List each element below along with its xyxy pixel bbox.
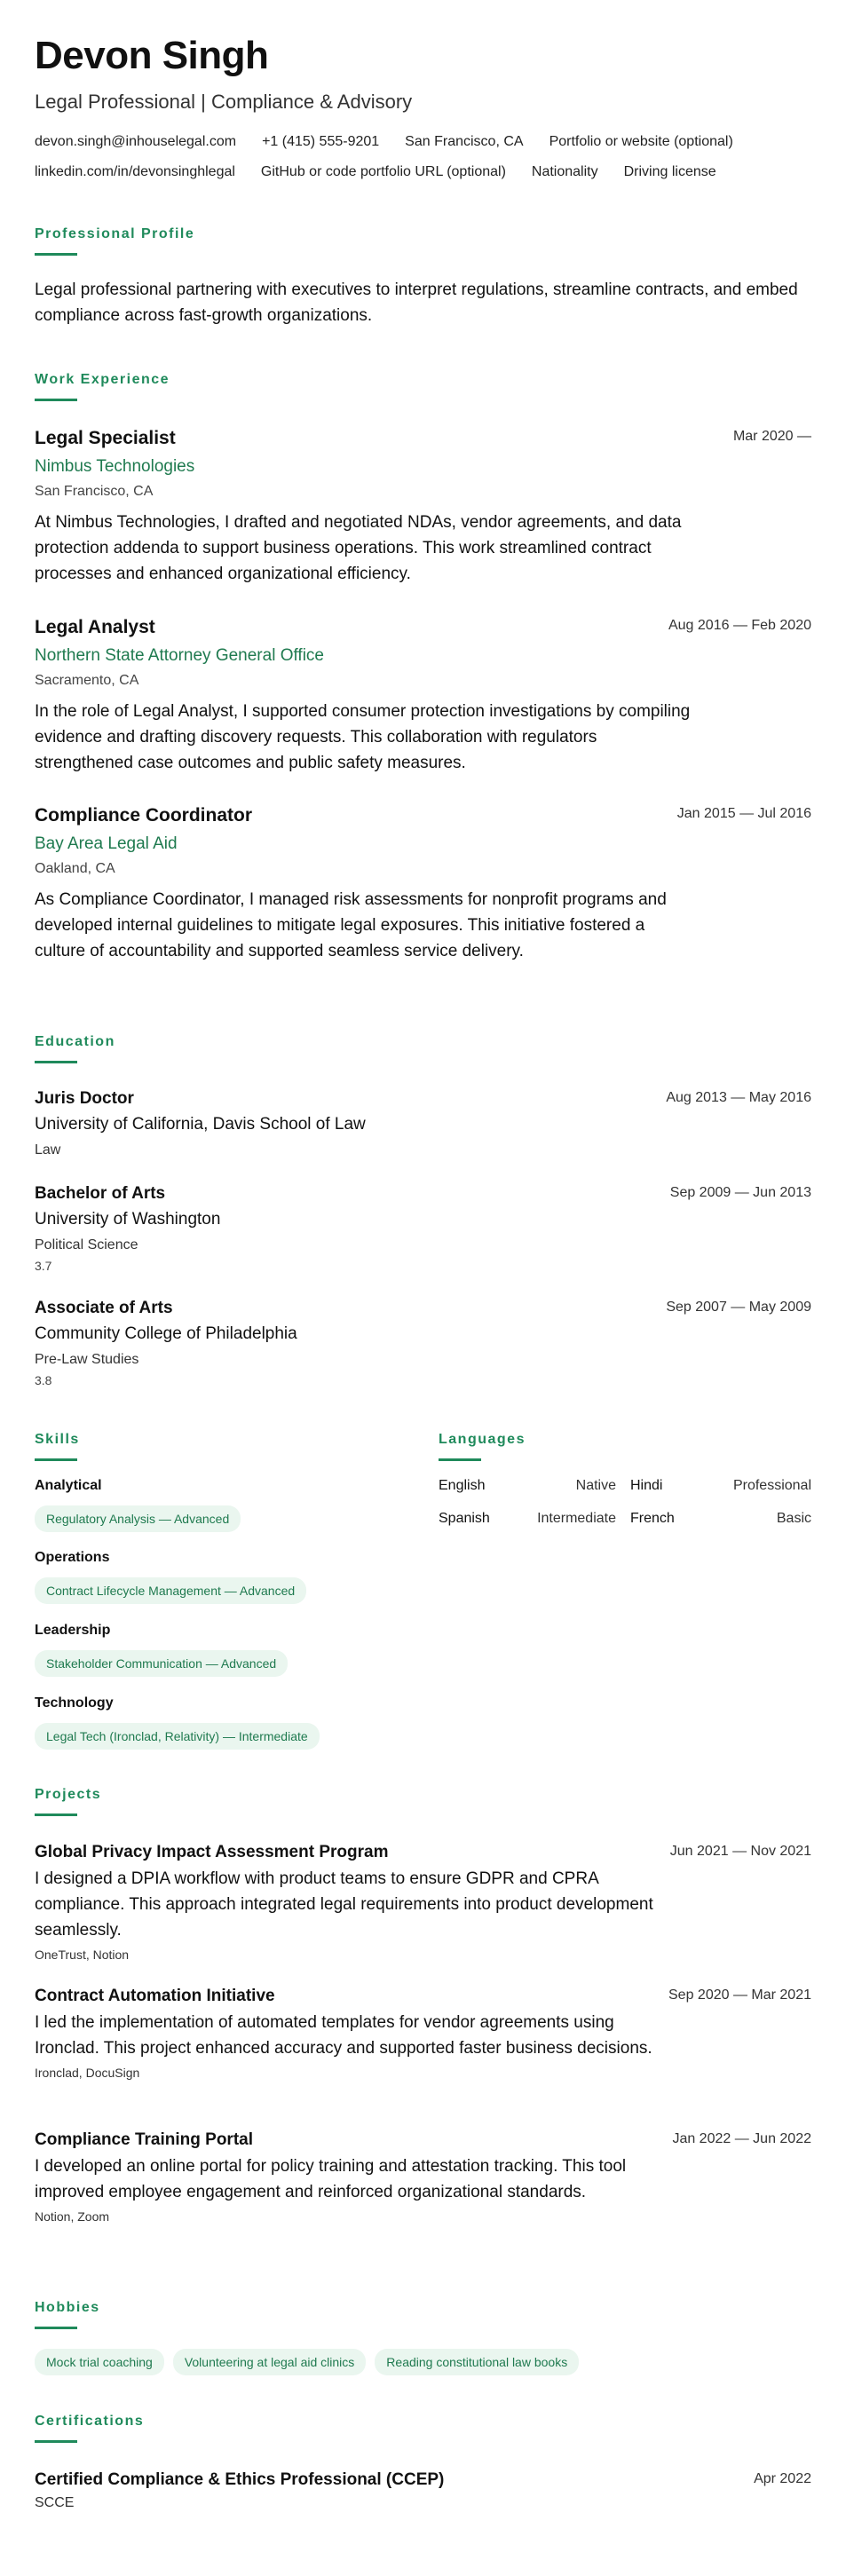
education-entry <box>35 1298 811 1388</box>
section-divider <box>35 1061 77 1063</box>
project-description: I developed an online portal for policy training and attestation tracking. This tool improved employee engagement and reinforced organizational standards. <box>35 2157 627 2201</box>
certifications-heading: Certifications <box>35 2414 145 2429</box>
project-tech: Notion, Zoom <box>35 2209 110 2224</box>
header <box>35 34 811 194</box>
section-divider <box>35 2440 77 2443</box>
job-company: Northern State Attorney General Office <box>35 646 324 665</box>
job-dates: Jan 2015 — Jul 2016 <box>676 806 811 821</box>
skill-category <box>35 1477 241 1532</box>
contact-driving-license: Driving license <box>623 164 716 179</box>
project-entry <box>35 2130 811 2224</box>
languages-heading: Languages <box>439 1432 526 1447</box>
section-divider <box>35 253 77 256</box>
contact-portfolio[interactable]: Portfolio or website (optional) <box>549 134 733 149</box>
contact-github[interactable]: GitHub or code portfolio URL (optional) <box>260 164 506 179</box>
project-tech: OneTrust, Notion <box>35 1948 130 1962</box>
edu-gpa: 3.8 <box>35 1373 52 1387</box>
skill-category-name: Analytical <box>35 1478 102 1493</box>
skill-tag: Legal Tech (Ironclad, Relativity) — Intermediate <box>35 1723 320 1750</box>
language-name: Spanish <box>439 1511 490 1526</box>
job-entry <box>35 804 811 964</box>
contact-phone[interactable]: +1 (415) 555-9201 <box>262 134 380 149</box>
edu-degree: Bachelor of Arts <box>35 1184 166 1203</box>
edu-school: Community College of Philadelphia <box>35 1324 297 1343</box>
skill-category-name: Technology <box>35 1695 114 1711</box>
language-name: English <box>439 1478 486 1493</box>
section-divider <box>439 1458 481 1461</box>
hobby-tag: Reading constitutional law books <box>375 2349 579 2375</box>
section-divider <box>35 1458 77 1461</box>
skill-category <box>35 1549 306 1604</box>
skill-category-name: Leadership <box>35 1623 111 1638</box>
job-dates: Mar 2020 — <box>732 429 811 444</box>
project-description: I led the implementation of automated templates for vendor agreements using Ironclad. This project enhanced accuracy and supported faster business decisions. <box>35 2013 652 2058</box>
contact-location: San Francisco, CA <box>405 134 524 149</box>
job-title: Compliance Coordinator <box>35 805 253 826</box>
edu-school: University of Washington <box>35 1210 221 1229</box>
section-divider <box>35 399 77 401</box>
project-dates: Jan 2022 — Jun 2022 <box>672 2131 811 2146</box>
profile-text: Legal professional partnering with executives to interpret regulations, streamline contracts, and embed compliance across fast-growth organizations. <box>35 281 798 325</box>
project-entry <box>35 1842 811 1963</box>
job-description: At Nimbus Technologies, I drafted and negotiated NDAs, vendor agreements, and data protection addenda to support business operations. This work streamlined contract processes and enhanced organizational efficiency. <box>35 513 682 583</box>
job-company: Nimbus Technologies <box>35 457 195 476</box>
hobbies-heading: Hobbies <box>35 2300 100 2315</box>
edu-degree: Juris Doctor <box>35 1089 134 1108</box>
languages-section <box>439 1431 811 1526</box>
edu-field: Political Science <box>35 1237 138 1252</box>
edu-dates: Sep 2007 — May 2009 <box>666 1300 811 1315</box>
hobby-tag: Volunteering at legal aid clinics <box>173 2349 366 2375</box>
project-title: Compliance Training Portal <box>35 2130 253 2149</box>
job-description: As Compliance Coordinator, I managed risk assessments for nonprofit programs and developed internal guidelines to mitigate legal exposures. This initiative fostered a culture of accountability and supported seamless service delivery. <box>35 890 667 960</box>
headline: Legal Professional | Compliance & Advisory <box>35 91 413 113</box>
contact-list <box>35 133 811 194</box>
job-location: San Francisco, CA <box>35 484 154 499</box>
edu-field: Law <box>35 1142 61 1158</box>
skills-heading: Skills <box>35 1432 80 1447</box>
project-entry <box>35 1986 811 2081</box>
project-title: Global Privacy Impact Assessment Program <box>35 1843 389 1861</box>
project-description: I designed a DPIA workflow with product teams to ensure GDPR and CPRA compliance. This approach integrated legal requirements into product development seamlessly. <box>35 1869 653 1940</box>
skill-category <box>35 1695 320 1750</box>
section-divider <box>35 2327 77 2329</box>
contact-linkedin[interactable]: linkedin.com/in/devonsinghlegal <box>35 164 235 179</box>
language-name: Hindi <box>630 1478 663 1493</box>
project-title: Contract Automation Initiative <box>35 1987 275 2005</box>
profile-heading: Professional Profile <box>35 226 195 241</box>
edu-dates: Sep 2009 — Jun 2013 <box>669 1185 811 1200</box>
skills-languages-row <box>35 1431 811 1768</box>
job-company: Bay Area Legal Aid <box>35 834 178 853</box>
education-entry <box>35 1088 811 1159</box>
job-location: Sacramento, CA <box>35 673 139 688</box>
hobby-list <box>35 2349 811 2375</box>
certifications-section <box>35 2413 811 2443</box>
job-entry <box>35 427 811 587</box>
skill-tag: Regulatory Analysis — Advanced <box>35 1505 241 1532</box>
profile-section <box>35 225 811 328</box>
education-entry <box>35 1183 811 1274</box>
education-heading: Education <box>35 1034 115 1049</box>
projects-heading: Projects <box>35 1787 102 1802</box>
job-dates: Aug 2016 — Feb 2020 <box>668 618 811 633</box>
language-level: Native <box>575 1478 616 1493</box>
contact-nationality: Nationality <box>531 164 598 179</box>
certification-date: Apr 2022 <box>754 2471 811 2486</box>
edu-dates: Aug 2013 — May 2016 <box>666 1090 811 1105</box>
certification-name: Certified Compliance & Ethics Professional (CCEP) <box>35 2470 445 2489</box>
edu-degree: Associate of Arts <box>35 1299 173 1317</box>
job-description: In the role of Legal Analyst, I supported consumer protection investigations by compiling evidence and drafting discovery requests. This collaboration with regulators strengthened case outcomes and public safety measures. <box>35 702 691 772</box>
contact-email[interactable]: devon.singh@inhouselegal.com <box>35 134 237 149</box>
certification-entry <box>35 2469 811 2512</box>
job-location: Oakland, CA <box>35 861 115 876</box>
skills-section <box>35 1431 425 1743</box>
edu-field: Pre-Law Studies <box>35 1352 139 1367</box>
language-level: Intermediate <box>537 1511 616 1526</box>
project-tech: Ironclad, DocuSign <box>35 2066 140 2080</box>
job-title: Legal Specialist <box>35 428 176 448</box>
project-dates: Sep 2020 — Mar 2021 <box>668 1987 811 2003</box>
certification-issuer: SCCE <box>35 2495 75 2510</box>
language-level: Professional <box>732 1478 811 1493</box>
skill-tag: Contract Lifecycle Management — Advanced <box>35 1577 306 1604</box>
section-divider <box>35 1813 77 1816</box>
education-section <box>35 1033 811 1063</box>
projects-section <box>35 1786 811 1816</box>
job-entry <box>35 616 811 776</box>
skill-tag: Stakeholder Communication — Advanced <box>35 1650 288 1677</box>
job-title: Legal Analyst <box>35 617 155 637</box>
language-level: Basic <box>776 1511 811 1526</box>
edu-gpa: 3.7 <box>35 1259 52 1273</box>
hobbies-section <box>35 2299 811 2375</box>
experience-section <box>35 371 811 401</box>
skill-category <box>35 1622 288 1677</box>
candidate-name: Devon Singh <box>35 34 269 77</box>
edu-school: University of California, Davis School of Law <box>35 1115 366 1134</box>
hobby-tag: Mock trial coaching <box>35 2349 164 2375</box>
skill-category-name: Operations <box>35 1550 110 1565</box>
language-name: French <box>630 1511 675 1526</box>
experience-heading: Work Experience <box>35 372 170 387</box>
project-dates: Jun 2021 — Nov 2021 <box>669 1844 811 1859</box>
